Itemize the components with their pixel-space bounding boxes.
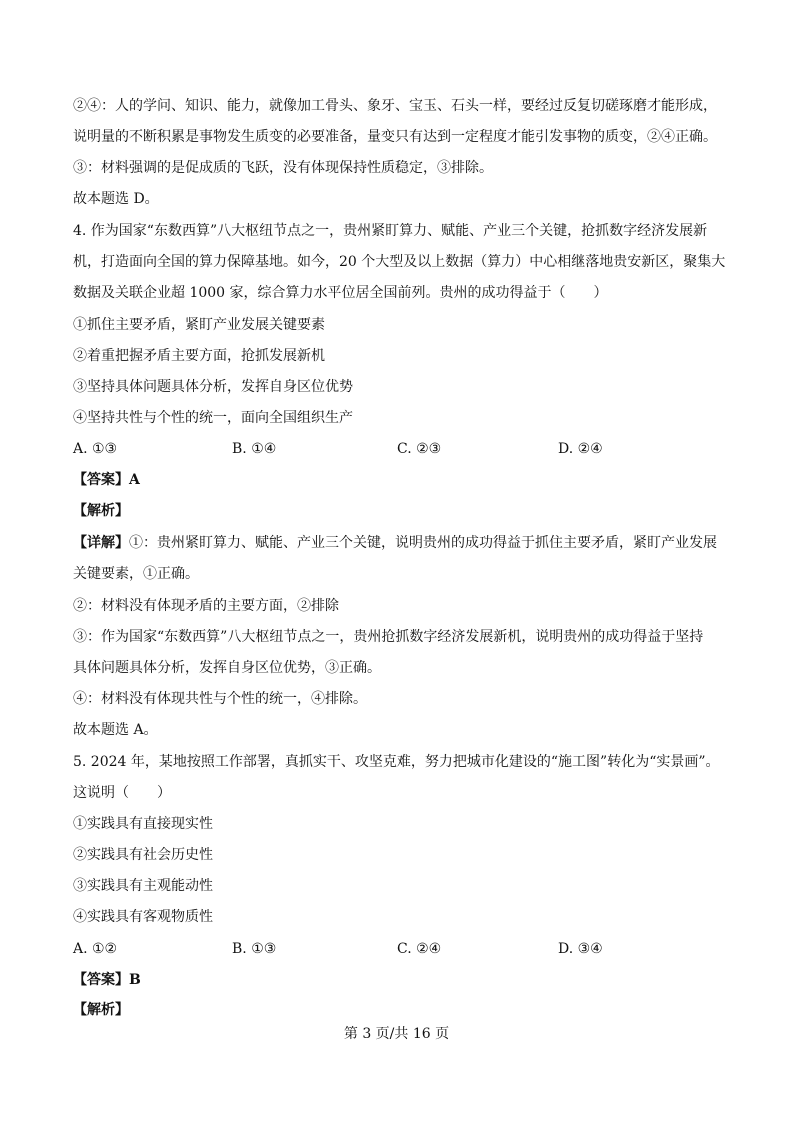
q5-stem-line-1: 5. 2024 年，某地按照工作部署，真抓实干、攻坚克难，努力把城市化建设的“施工图”转化为“实景画”。 — [73, 754, 720, 770]
prev-explanation-line-1: ②④：人的学问、知识、能力，就像加工骨头、象牙、宝玉、石头一样，要经过反复切磋琢磨才能形成， — [73, 98, 717, 114]
q4-item-4: ④坚持共性与个性的统一，面向全国组织生产 — [73, 410, 353, 426]
q4-answer — [73, 470, 140, 490]
q5-item-2: ②实践具有社会历史性 — [73, 847, 213, 863]
q4-detail-text-1: ①：贵州紧盯算力、赋能、产业三个关键，说明贵州的成功得益于抓住主要矛盾，紧盯产业发展 — [129, 535, 717, 551]
q5-option-b: B. ①③ — [232, 941, 277, 957]
q4-detail-line-3: ②：材料没有体现矛盾的主要方面，②排除 — [73, 598, 339, 614]
q5-answer-text: 【答案】B — [73, 972, 141, 988]
q4-option-d: D. ②④ — [558, 441, 603, 457]
q4-conclusion: 故本题选 A。 — [73, 722, 158, 738]
q5-analysis-label: 【解析】 — [73, 1002, 129, 1018]
q4-item-3: ③坚持具体问题具体分析，发挥自身区位优势 — [73, 379, 353, 395]
q4-detail-line-4: ③：作为国家“东数西算”八大枢纽节点之一，贵州抢抓数字经济发展新机，说明贵州的成功得益于坚持 — [73, 629, 704, 645]
q4-detail-line-6: ④：材料没有体现共性与个性的统一，④排除。 — [73, 691, 367, 707]
q5-option-a: A. ①② — [73, 941, 118, 957]
q4-detail-line-1 — [73, 533, 717, 553]
prev-explanation-line-2: 说明量的不断积累是事物发生质变的必要准备，量变只有达到一定程度才能引发事物的质变，②④正确。 — [73, 129, 717, 145]
q4-item-1: ①抓住主要矛盾，紧盯产业发展关键要素 — [73, 317, 325, 333]
q5-stem-line-2: 这说明（ ） — [73, 785, 171, 801]
q5-item-3: ③实践具有主观能动性 — [73, 878, 213, 894]
prev-conclusion: 故本题选 D。 — [73, 191, 159, 207]
q4-detail-line-2: 关键要素，①正确。 — [73, 566, 199, 582]
q4-stem-line-2: 机，打造面向全国的算力保障基地。如今，20 个大型及以上数据（算力）中心相继落地贵安新区，聚集大 — [73, 254, 726, 270]
q4-option-a: A. ①③ — [73, 441, 118, 457]
q5-item-1: ①实践具有直接现实性 — [73, 816, 213, 832]
q4-option-b: B. ①④ — [232, 441, 277, 457]
prev-explanation-line-3: ③：材料强调的是促成质的飞跃，没有体现保持性质稳定，③排除。 — [73, 160, 493, 176]
q4-stem-line-1: 4. 作为国家“东数西算”八大枢纽节点之一，贵州紧盯算力、赋能、产业三个关键，抢抓数字经济发展新 — [73, 223, 708, 239]
q4-detail-label: 【详解】 — [73, 535, 129, 551]
q4-option-c: C. ②③ — [397, 441, 442, 457]
q4-analysis-label: 【解析】 — [73, 503, 129, 519]
q4-detail-line-5: 具体问题具体分析，发挥自身区位优势，③正确。 — [73, 660, 381, 676]
q5-option-c: C. ②④ — [397, 941, 442, 957]
q5-item-4: ④实践具有客观物质性 — [73, 909, 213, 925]
q4-stem-line-3: 数据及关联企业超 1000 家，综合算力水平位居全国前列。贵州的成功得益于（ ） — [73, 285, 608, 301]
q5-answer — [73, 970, 141, 990]
page-footer: 第 3 页/共 16 页 — [343, 1026, 450, 1042]
q4-item-2: ②着重把握矛盾主要方面，抢抓发展新机 — [73, 348, 325, 364]
q4-answer-text: 【答案】A — [73, 472, 140, 488]
q5-option-d: D. ③④ — [558, 941, 603, 957]
